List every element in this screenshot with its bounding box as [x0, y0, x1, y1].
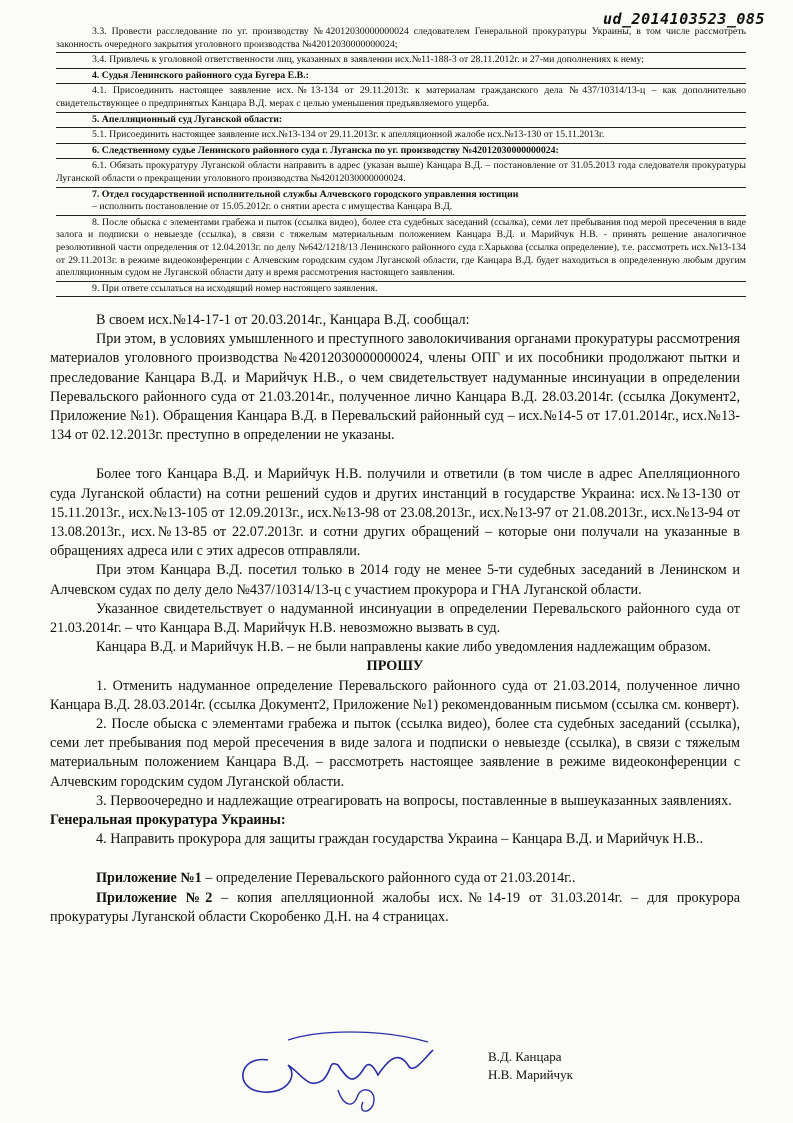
request-item-8: 8. После обыска с элементами грабежа и пыток (ссылка видео), более ста судебных заседаний (ссылка), семи лет пребывания под мерой пресечения в виде залога и подписки о невыезде (ссылка), в связи с тяжелым материальным положением Канцара В.Д. и Марийчук Н.В. - принять решение аналогичное резолютивной части определения от 12.04.2013г. по делу №642/1218/13 Ленинского районного суда г.Харькова (ссылка определение), т.е. рассмотреть исх.№13-134 от 29.11.2013г. в режиме видеоконференции с Алчевским городским судом Луганской области, где Канцара В.Д. будет находиться в определенную любым другим апелляционным судом не Луганской области дату и время рассмотрения настоящего заявления.: [56, 217, 746, 282]
paragraph-intro: В своем исх.№14-17-1 от 20.03.2014г., Канцара В.Д. сообщал:: [96, 312, 470, 328]
attachment-2-label: Приложение №2: [96, 889, 213, 906]
letter-body: [50, 311, 740, 927]
signatory-2: Н.В. Марийчук: [488, 1067, 573, 1082]
paragraph-insinuation: Указанное свидетельствует о надуманной инсинуации в определении Перевальского районного суда от 21.03.2014г. – что Канцара В.Д. Марийчук Н.В. невозможно вызвать в суд.: [50, 600, 740, 637]
request-2: 2. После обыска с элементами грабежа и пыток (ссылка видео), более ста судебных заседаний (ссылка), семи лет пребывания под мерой пресечения в виде залога и подписки о невыезде (ссылка), в связи с тяжелым материальным положением Канцара В.Д. – рассмотреть настоящее заявление в режиме видеоконференции с Алчевским городским судом Луганской области.: [50, 716, 740, 790]
request-item-9: 9. При ответе ссылаться на исходящий номер настоящего заявления.: [56, 283, 746, 298]
request-4: 4. Направить прокурора для защиты граждан государства Украина – Канцара В.Д. и Марийчук Н.В..: [96, 831, 704, 848]
paragraph-visits: При этом Канцара В.Д. посетил только в 2014 году не менее 5-ти судебных заседаний в Ленинском и Алчевском судах по делу дело №437/10314/13-ц с участием прокурора и ГНА Луганской области.: [50, 562, 740, 598]
request-heading-5: 5. Апелляционный суд Луганской области:: [56, 114, 746, 129]
request-item-4-1: 4.1. Присоединить настоящее заявление исх.№13-134 от 29.11.2013г. к материалам гражданского дела №437/10314/13-ц – как дополнительно свидетельствующее о предпринятых Канцара В.Д. мерах с целью уменьшения предъявляемого ущерба.: [56, 85, 746, 112]
request-heading-4: 4. Судья Ленинского районного суда Бугера Е.В.:: [56, 70, 746, 85]
request-item-6-1: 6.1. Обязать прокуратуру Луганской области направить в адрес (указан выше) Канцара В.Д. – постановление от 31.05.2013 года следователя прокуратуры Луганской области о прекращении уголовного производства №42012030000000024.: [56, 160, 746, 187]
previous-requests-list: [56, 26, 746, 298]
request-item-5-1: 5.1. Присоединить настоящее заявление исх.№13-134 от 29.11.2013г. к апелляционной жалобе исх.№13-130 от 15.11.2013г.: [56, 129, 746, 144]
attachment-2: [50, 889, 740, 927]
request-heading: ПРОШУ: [366, 658, 424, 675]
paragraph-replies: Более того Канцара В.Д. и Марийчук Н.В. получили и ответили (в том числе в адрес Апелляционного суда Луганской области) на сотни решений судов и других инстанций в государстве Украина: исх.№13-130 от 15.11.2013г., исх.№13-105 от 12.09.2013г., исх.№13-98 от 23.08.2013г., исх.№13-97 от 21.08.2013г., исх.№13-94 от 13.08.2013г., исх.№13-85 от 22.07.2013г. и сотни других обращений – которые они получали на указанные в обращениях адреса или с этих адресов отправляли.: [50, 466, 740, 560]
request-item-3-3: 3.3. Провести расследование по уг. производству №42012030000000024 следователем Генеральной прокуратуры Украины, в том числе рассмотреть законность очередного закрытия уголовного производства №42012030000000024;: [56, 26, 746, 53]
handwritten-signature: [228, 1020, 458, 1120]
paragraph-persecution: При этом, в условиях умышленного и преступного заволокичивания органами прокуратуры рассмотрения материалов уголовного производства №42012030000000024, члены ОПГ и их пособники продолжают пытки и преследование Канцара В.Д. и Марийчук Н.В., о чем свидетельствует надуманные инсинуации в определении Перевальского районного суда от 21.03.2014г., полученное лично Канцара В.Д. 28.03.2014г. (ссылка Документ2, Приложение №1). Обращения Канцара В.Д. в Перевальский районный суд – исх.№14-5 от 17.01.2014г., исх.№13-134 от 02.12.2013г. преступно в определении не указаны.: [50, 331, 740, 444]
request-3: 3. Первоочередно и надлежащие отреагировать на вопросы, поставленные в вышеуказанных заявлениях.: [96, 792, 732, 809]
attachment-1-label: Приложение №1: [96, 870, 202, 887]
request-heading-6: 6. Следственному судье Ленинского районного суда г. Луганска по уг. производству №42012030000000024:: [56, 145, 746, 160]
request-1: 1. Отменить надуманное определение Перевальского районного суда от 21.03.2014, полученное лично Канцара В.Д. 28.03.2014г. (ссылка Документ2, Приложение №1) рекомендованным письмом (ссылка см. конверт).: [50, 677, 740, 713]
signatory-1: В.Д. Канцара: [488, 1049, 562, 1064]
request-item-7-1: – исполнить постановление от 15.05.2012г. о снятии ареста с имущества Канцара В.Д.: [56, 201, 746, 216]
attachment-1: [50, 869, 740, 888]
paragraph-notifications: Канцара В.Д. и Марийчук Н.В. – не были направлены какие либо уведомления надлежащим образом.: [96, 639, 711, 656]
prosecutor-heading: Генеральная прокуратура Украины:: [50, 812, 286, 829]
signatories: [488, 1048, 573, 1084]
attachment-1-text: – определение Перевальского районного суда от 21.03.2014г..: [201, 870, 576, 887]
request-heading-7: 7. Отдел государственной исполнительной службы Алчевского городского управления юстиции: [92, 188, 519, 200]
document-id-stamp: ud_2014103523_085: [602, 10, 765, 28]
attachment-2-text: – копия апелляционной жалобы исх.№14-19 от 31.03.2014г. – для прокурора прокуратуры Луганской области Скоробенко Д.Н. на 4 страницах.: [50, 889, 740, 925]
request-item-3-4: 3.4. Привлечь к уголовной ответственности лиц, указанных в заявлении исх.№11-188-3 от 28.11.2012г. и 27-ми дополнениях к нему;: [56, 54, 746, 69]
